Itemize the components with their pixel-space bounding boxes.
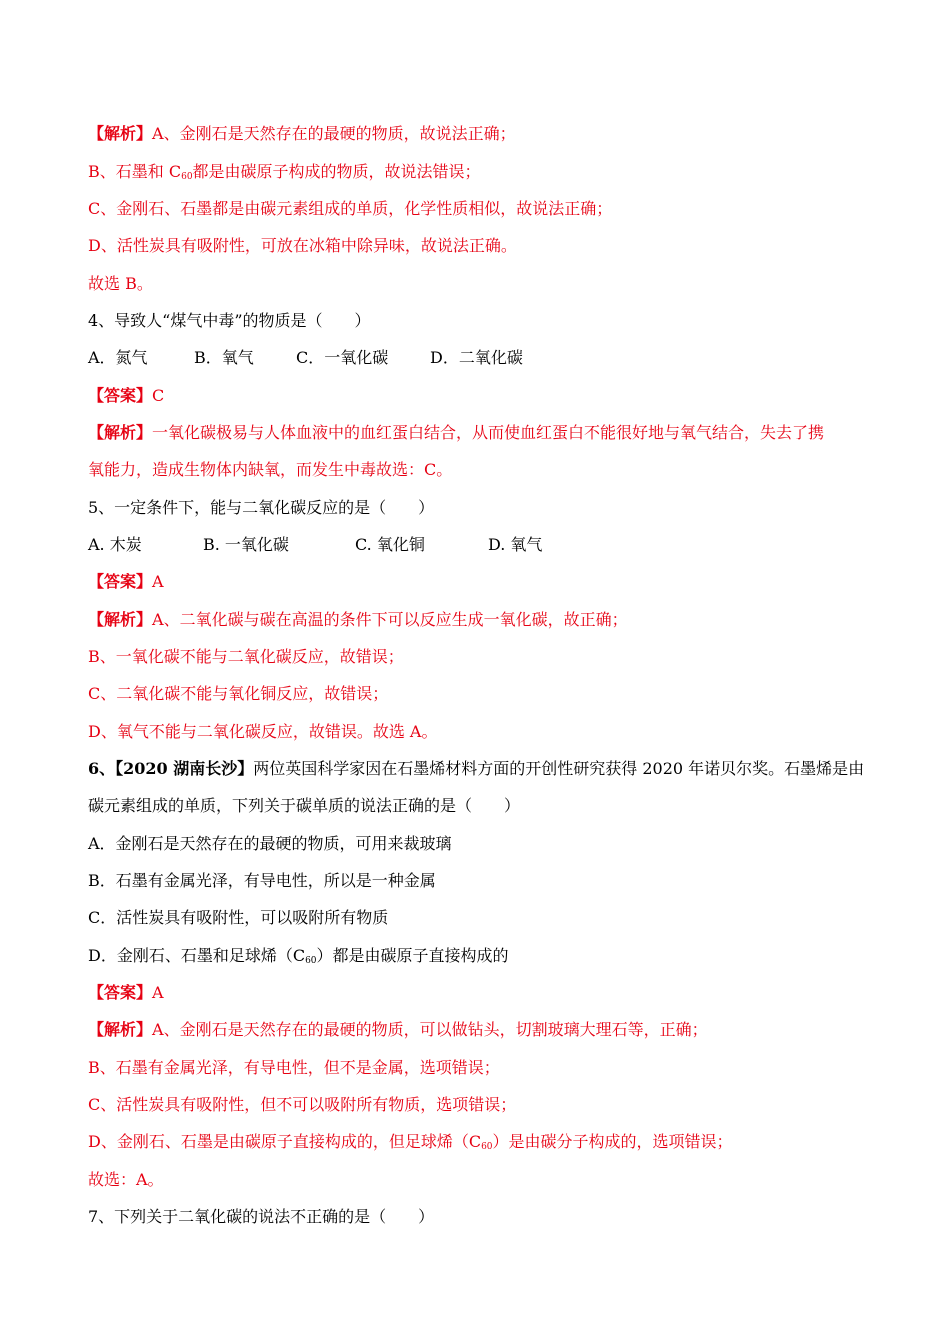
q6-number: 6、 bbox=[88, 759, 116, 778]
q6-analysis-c: C、活性炭具有吸附性，但不可以吸附所有物质，选项错误； bbox=[88, 1095, 517, 1114]
q4-option-b: B．氧气 bbox=[194, 348, 254, 367]
q5-option-b: B. 一氧化碳 bbox=[203, 535, 289, 554]
q6-analysis-b: B、石墨有金属光泽，有导电性，但不是金属，选项错误； bbox=[88, 1058, 500, 1077]
answer-tag: 【答案】 bbox=[88, 386, 153, 405]
q3-analysis-b-pre: B、石墨和 C bbox=[88, 162, 182, 181]
q3-analysis-c: C、金刚石、石墨都是由碳元素组成的单质，化学性质相似，故说法正确； bbox=[88, 199, 613, 218]
analysis-tag: 【解析】 bbox=[88, 610, 153, 629]
answer-tag: 【答案】 bbox=[88, 572, 153, 591]
q6-option-d bbox=[88, 946, 509, 971]
q6-stem-2: 碳元素组成的单质，下列关于碳单质的说法正确的是（ ） bbox=[88, 796, 521, 815]
q6-analysis-d bbox=[88, 1132, 733, 1157]
subscript-60: 60 bbox=[181, 172, 193, 182]
q4-option-a: A．氮气 bbox=[88, 348, 148, 367]
q5-analysis-a bbox=[88, 610, 628, 630]
q4-analysis-2: 氧能力，造成生物体内缺氧，而发生中毒故选：C。 bbox=[88, 460, 453, 479]
analysis-tag: 【解析】 bbox=[88, 423, 153, 442]
q4-option-d: D．二氧化碳 bbox=[430, 348, 523, 367]
q6-analysis-d-post: ）是由碳分子构成的，选项错误； bbox=[492, 1132, 733, 1151]
q4-answer-value: C bbox=[152, 386, 165, 405]
q5-options bbox=[88, 535, 542, 555]
q4-option-c: C．一氧化碳 bbox=[296, 348, 389, 367]
q7-question: 7、下列关于二氧化碳的说法不正确的是（ ） bbox=[88, 1207, 435, 1226]
q3-analysis-b-post: 都是由碳原子构成的物质，故说法错误； bbox=[192, 162, 481, 181]
q4-question: 4、导致人“煤气中毒”的物质是（ ） bbox=[88, 311, 371, 330]
analysis-tag: 【解析】 bbox=[88, 1020, 153, 1039]
subscript-60: 60 bbox=[481, 1142, 493, 1152]
q6-option-b: B．石墨有金属光泽，有导电性，所以是一种金属 bbox=[88, 871, 436, 890]
q6-analysis-a-text: A、金刚石是天然存在的最硬的物质，可以做钻头，切割玻璃大理石等，正确； bbox=[152, 1020, 708, 1039]
q6-answer bbox=[88, 983, 164, 1003]
q3-analysis-a-text: A、金刚石是天然存在的最硬的物质，故说法正确； bbox=[152, 124, 516, 143]
q6-source: 【2020 湖南长沙】 bbox=[115, 759, 254, 778]
q3-analysis-b bbox=[88, 162, 481, 187]
q5-answer bbox=[88, 572, 164, 592]
q3-analysis-a bbox=[88, 124, 516, 144]
q3-analysis-d: D、活性炭具有吸附性，可放在冰箱中除异味，故说法正确。 bbox=[88, 236, 517, 255]
q5-answer-value: A bbox=[152, 572, 164, 591]
q4-answer bbox=[88, 386, 164, 406]
q6-answer-value: A bbox=[152, 983, 164, 1002]
q4-options bbox=[88, 348, 523, 368]
q4-analysis-1 bbox=[88, 423, 824, 443]
q6-analysis-a bbox=[88, 1020, 708, 1040]
q5-analysis-a-text: A、二氧化碳与碳在高温的条件下可以反应生成一氧化碳，故正确； bbox=[152, 610, 628, 629]
q5-analysis-c: C、二氧化碳不能与氧化铜反应，故错误； bbox=[88, 684, 389, 703]
q5-analysis-b: B、一氧化碳不能与二氧化碳反应，故错误； bbox=[88, 647, 404, 666]
q6-stem-1-text: 两位英国科学家因在石墨烯材料方面的开创性研究获得 2020 年诺贝尔奖。石墨烯是由 bbox=[253, 759, 865, 778]
q5-option-a: A. 木炭 bbox=[88, 535, 142, 554]
q6-choice: 故选：A。 bbox=[88, 1170, 164, 1189]
q6-option-c: C．活性炭具有吸附性，可以吸附所有物质 bbox=[88, 908, 389, 927]
subscript-60: 60 bbox=[305, 956, 317, 966]
q5-option-d: D. 氧气 bbox=[488, 535, 543, 554]
q6-option-a: A．金刚石是天然存在的最硬的物质，可用来裁玻璃 bbox=[88, 834, 452, 853]
q5-analysis-d: D、氧气不能与二氧化碳反应，故错误。故选 A。 bbox=[88, 722, 438, 741]
q5-question: 5、一定条件下，能与二氧化碳反应的是（ ） bbox=[88, 498, 435, 517]
q5-option-c: C. 氧化铜 bbox=[355, 535, 425, 554]
q3-choice: 故选 B。 bbox=[88, 274, 153, 293]
q6-option-d-pre: D．金刚石、石墨和足球烯（C bbox=[88, 946, 306, 965]
analysis-tag: 【解析】 bbox=[88, 124, 153, 143]
q4-analysis-1-text: 一氧化碳极易与人体血液中的血红蛋白结合，从而使血红蛋白不能很好地与氧气结合，失去了携 bbox=[152, 423, 825, 442]
q6-stem-1 bbox=[88, 759, 864, 779]
q6-option-d-post: ）都是由碳原子直接构成的 bbox=[316, 946, 509, 965]
q6-analysis-d-pre: D、金刚石、石墨是由碳原子直接构成的，但足球烯（C bbox=[88, 1132, 482, 1151]
answer-tag: 【答案】 bbox=[88, 983, 153, 1002]
